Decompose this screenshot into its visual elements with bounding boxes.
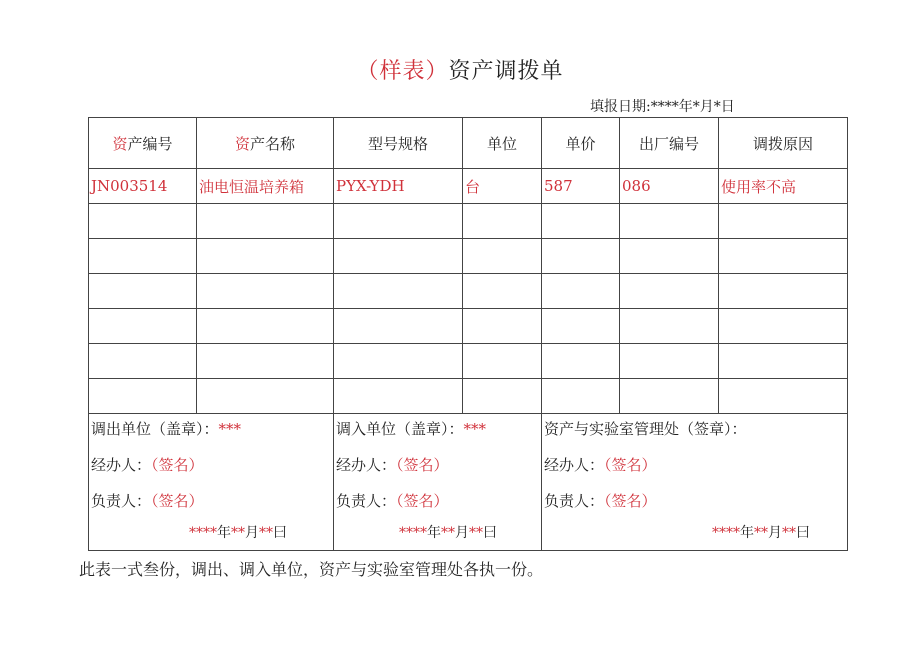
- header-transfer-reason: 调拨原因: [719, 118, 848, 169]
- incoming-date: ****年**月**曰: [399, 525, 497, 541]
- signature-row: [89, 414, 848, 551]
- table-header-row: [89, 118, 848, 169]
- incoming-handler-signature: （签名）: [396, 456, 449, 474]
- office-leader-signature: （签名）: [604, 492, 657, 510]
- cell-unit-price: 587: [542, 169, 620, 204]
- office-date: ****年**月**曰: [712, 525, 810, 541]
- fill-date-label: 填报日期:: [590, 99, 651, 115]
- cell-unit: 台: [463, 169, 542, 204]
- header-serial-number: 出厂编号: [620, 118, 719, 169]
- empty-row: [89, 204, 848, 239]
- header-unit: 单位: [463, 118, 542, 169]
- cell-asset-number: JN003514: [89, 169, 197, 204]
- incoming-leader-line: 负责人：（签名）: [336, 492, 449, 510]
- incoming-unit-value: ***: [463, 420, 487, 438]
- cell-transfer-reason: 使用率不高: [719, 169, 848, 204]
- incoming-leader-signature: （签名）: [396, 492, 449, 510]
- table-row: [89, 169, 848, 204]
- form-title: [0, 54, 920, 85]
- office-handler-signature: （签名）: [604, 456, 657, 474]
- outgoing-leader-line: 负责人：（签名）: [91, 492, 204, 510]
- empty-row: [89, 274, 848, 309]
- empty-row: [89, 309, 848, 344]
- incoming-handler-line: 经办人：（签名）: [336, 456, 449, 474]
- asset-transfer-table: [88, 117, 848, 551]
- header-model-spec: 型号规格: [334, 118, 463, 169]
- outgoing-unit-value: ***: [218, 420, 242, 438]
- incoming-unit-line: 调入单位（盖章）：***: [336, 420, 487, 438]
- cell-serial-number: 086: [620, 169, 719, 204]
- office-unit-line: 资产与实验室管理处（签章）：: [544, 420, 747, 438]
- outgoing-unit-line: 调出单位（盖章）：***: [91, 420, 242, 438]
- office-handler-line: 经办人：（签名）: [544, 456, 657, 474]
- empty-row: [89, 379, 848, 414]
- sign-block-outgoing: [89, 414, 334, 551]
- header-unit-price: 单价: [542, 118, 620, 169]
- header-asset-number: 资产编号: [89, 118, 197, 169]
- outgoing-handler-line: 经办人：（签名）: [91, 456, 204, 474]
- empty-row: [89, 239, 848, 274]
- outgoing-handler-signature: （签名）: [151, 456, 204, 474]
- sign-block-incoming: [334, 414, 542, 551]
- outgoing-date: ****年**月**曰: [189, 525, 287, 541]
- fill-date-value: ****年*月*日: [650, 99, 735, 115]
- office-leader-line: 负责人：（签名）: [544, 492, 657, 510]
- title-main: 资产调拨单: [448, 59, 564, 84]
- footer-note: 此表一式叁份，调出、调入单位，资产与实验室管理处各执一份。: [79, 560, 544, 579]
- outgoing-leader-signature: （签名）: [151, 492, 204, 510]
- sign-block-asset-office: [542, 414, 848, 551]
- title-sample-tag: （样表）: [356, 59, 449, 84]
- empty-row: [89, 344, 848, 379]
- header-asset-name: 资产名称: [197, 118, 334, 169]
- fill-date: [590, 96, 735, 116]
- cell-asset-name: 油电恒温培养箱: [197, 169, 334, 204]
- cell-model-spec: PYX-YDH: [334, 169, 463, 204]
